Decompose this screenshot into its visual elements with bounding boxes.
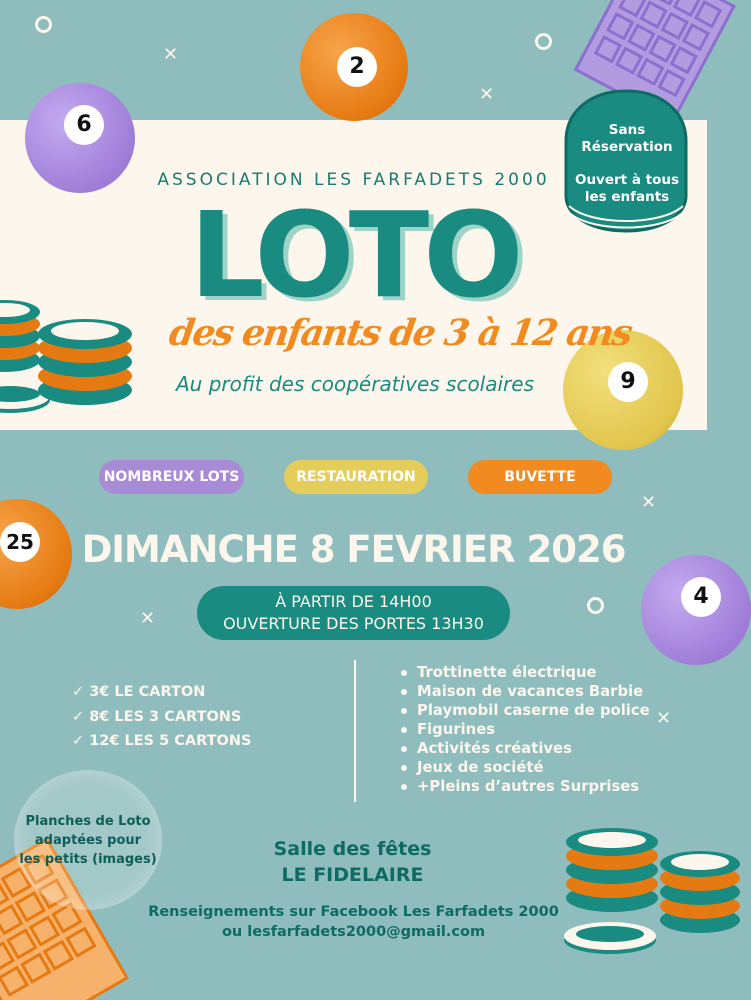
ball-number: 9: [608, 362, 648, 402]
price-list: [72, 680, 251, 754]
pill-lots: NOMBREUX LOTS: [99, 460, 244, 494]
divider: [354, 660, 356, 802]
doors-open: OUVERTURE DES PORTES 13H30: [223, 614, 484, 633]
contact-email: ou lesfarfadets2000@gmail.com: [221, 924, 486, 940]
prize-item: Maison de vacances Barbie: [397, 682, 650, 701]
badge-line: Sans: [608, 122, 646, 138]
badge-line: Ouvert à tous: [574, 172, 680, 188]
tagline: Au profit des coopératives scolaires: [176, 372, 534, 396]
sparkle-icon: ✕: [656, 708, 672, 729]
prize-item: Trottinette électrique: [397, 663, 650, 682]
planches-line: adaptées pour: [34, 833, 142, 848]
sparkle-icon: ✕: [641, 492, 657, 513]
time-start: À PARTIR DE 14H00: [275, 592, 432, 611]
page-title: LOTO: [189, 186, 518, 324]
planches-line: Planches de Loto: [25, 814, 151, 829]
prize-item: +Pleins d’autres Surprises: [397, 777, 650, 796]
venue-line: Salle des fêtes: [273, 838, 432, 860]
ball-number: 4: [681, 577, 721, 617]
pill-restauration: RESTAURATION: [284, 460, 428, 494]
subtitle: des enfants de 3 à 12 ans: [166, 312, 634, 354]
venue-line: LE FIDELAIRE: [281, 864, 424, 886]
badge-line: Réservation: [581, 139, 673, 155]
price-item: ✓ 8€ LES 3 CARTONS: [72, 708, 242, 725]
ring-decoration: [35, 16, 52, 33]
prize-item: Jeux de société: [397, 758, 650, 777]
badge-text: [566, 122, 688, 206]
association-name: ASSOCIATION LES FARFADETS 2000: [157, 170, 550, 190]
prize-item: Activités créatives: [397, 739, 650, 758]
badge-line: les enfants: [584, 189, 670, 205]
ball-number: 6: [64, 105, 104, 145]
price-item: ✓ 3€ LE CARTON: [72, 684, 206, 700]
sparkle-icon: ✕: [479, 84, 495, 105]
planches-note: [16, 812, 160, 869]
ring-decoration: [535, 33, 552, 50]
sparkle-icon: ✕: [140, 608, 156, 629]
ball-2: [300, 13, 408, 121]
ball-number: 2: [337, 47, 377, 87]
venue: [200, 836, 505, 888]
contact-info: [120, 902, 587, 942]
prize-item: Playmobil caserne de police: [397, 701, 650, 720]
pill-buvette: BUVETTE: [468, 460, 612, 494]
ball-number: 25: [0, 522, 40, 562]
prize-list: [397, 663, 650, 796]
price-item: ✓ 12€ LES 5 CARTONS: [72, 733, 252, 749]
planches-line: les petits (images): [19, 852, 157, 867]
prize-item: Figurines: [397, 720, 650, 739]
event-date: DIMANCHE 8 FEVRIER 2026: [81, 528, 626, 571]
ring-decoration: [587, 597, 604, 614]
ball-4: [641, 555, 751, 665]
contact-line: Renseignements sur Facebook Les Farfadets 2000: [148, 904, 559, 920]
sparkle-icon: ✕: [163, 44, 179, 65]
time-box: [197, 586, 510, 640]
